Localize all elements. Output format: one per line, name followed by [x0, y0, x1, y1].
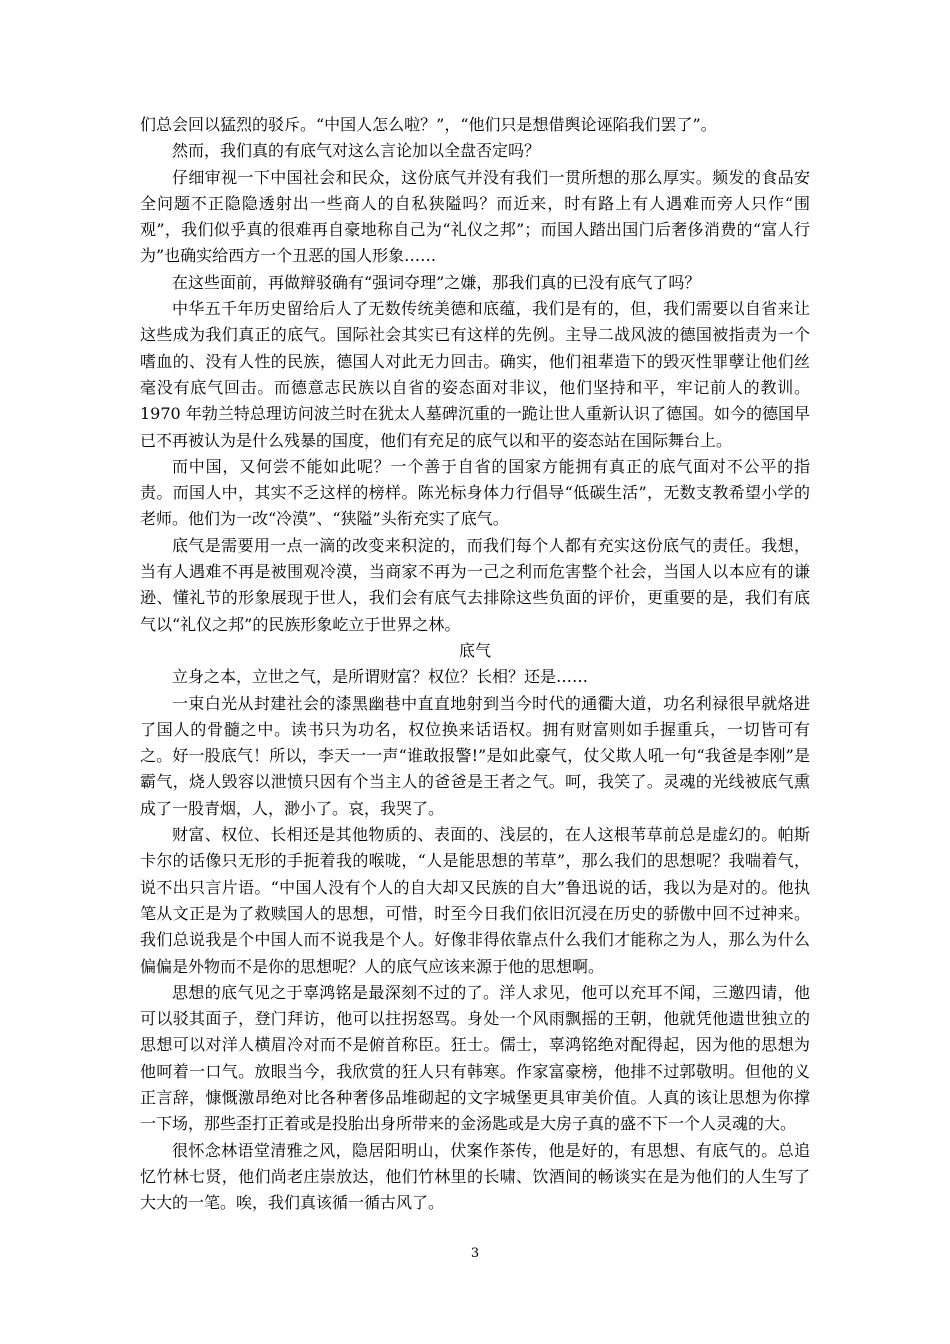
paragraph: 底气是需要用一点一滴的改变来积淀的，而我们每个人都有充实这份底气的责任。我想，当有人遇难不再是被围观冷漠，当商家不再为一己之利而危害整个社会，当国人以本应有的谦逊、懂礼节的形象展现于世人，我们会有底气去排除这些负面的评价，更重要的是，我们有底气以“礼仪之邦”的民族形象屹立于世界之林。 [140, 535, 810, 634]
paragraph: 仔细审视一下中国社会和民众，这份底气并没有我们一贯所想的那么厚实。频发的食品安全问题不正隐隐透射出一些商人的自私狭隘吗？而近来，时有路上有人遇难而旁人只作“围观”，我们似乎真的很难再自豪地称自己为“礼仪之邦”；而国人踏出国门后奢侈消费的“富人行为”也确实给西方一个丑恶的国人形象…… [140, 167, 810, 266]
page-number: 3 [470, 1246, 480, 1261]
paragraph: 而中国，又何尝不能如此呢？一个善于自省的国家方能拥有真正的底气面对不公平的指责。而国人中，其实不乏这样的榜样。陈光标身体力行倡导“低碳生活”，无数支教希望小学的老师。他们为一改“冷漠”、“狭隘”头衔充实了底气。 [140, 456, 810, 529]
paragraph: 思想的底气见之于辜鸿铭是最深刻不过的了。洋人求见，他可以充耳不闻，三邀四请，他可以驳其面子，登门拜访，他可以拄拐怒骂。身处一个风雨飘摇的王朝，他就凭他遗世独立的思想可以对洋人横眉冷对而不是俯首称臣。狂士。儒士，辜鸿铭绝对配得起，因为他的思想为他呵着一口气。放眼当今，我欣赏的狂人只有韩寒。作家富豪榜，他排不过郭敬明。但他的义正言辞，慷慨激昂绝对比各种奢侈品堆砌起的文字城堡更具审美价值。人真的该让思想为你撑一下场，那些歪打正着或是投胎出身所带来的金汤匙或是大房子真的盛不下一个人灵魂的大。 [140, 982, 810, 1134]
paragraph: 一束白光从封建社会的漆黑幽巷中直直地射到当今时代的通衢大道，功名利禄很早就烙进了国人的骨髓之中。读书只为功名，权位换来话语权。拥有财富则如手握重兵，一切皆可有之。好一股底气！所以，李天一一声“谁敢报警!”是如此豪气，仗父欺人吼一句“我爸是李刚”是霸气，烧人毁容以泄愤只因有个当主人的爸爸是王者之气。呵，我笑了。灵魂的光线被底气熏成了一股青烟，人，渺小了。哀，我哭了。 [140, 693, 810, 818]
paragraph: 中华五千年历史留给后人了无数传统美德和底蕴，我们是有的，但，我们需要以自省来让这些成为我们真正的底气。国际社会其实已有这样的先例。主导二战风波的德国被指责为一个嗜血的、没有人性的民族，德国人对此无力回击。确实，他们祖辈造下的毁灭性罪孽让他们丝毫没有底气回击。而德意志民族以自省的姿态面对非议，他们坚持和平，牢记前人的教训。1970 年勃兰特总理访问波兰时在犹太人墓碑沉重的一跪让世人重新认识了德国。如今的德国早已不再被认为是什么残暴的国度，他们有充足的底气以和平的姿态站在国际舞台上。 [140, 299, 810, 450]
paragraph: 很怀念林语堂清雅之风，隐居阳明山，伏案作茶传，他是好的，有思想、有底气的。总追忆竹林七贤，他们尚老庄崇放达，他们竹林里的长啸、饮酒间的畅谈实在是为他们的人生写了大大的一笔。唉，我们真该循一循古风了。 [140, 1140, 810, 1213]
paragraph: 然而，我们真的有底气对这么言论加以全盘否定吗？ [172, 141, 541, 161]
essay-title: 底气 [458, 640, 491, 660]
paragraph: 在这些面前，再做辩驳确有“强词夺理”之嫌，那我们真的已没有底气了吗？ [172, 272, 701, 292]
paragraph: 财富、权位、长相还是其他物质的、表面的、浅层的，在人这根苇草前总是虚幻的。帕斯卡尔的话像只无形的手扼着我的喉咙，“人是能思想的苇草”，那么我们的思想呢？我喘着气，说不出只言片语。“中国人没有个人的自大却又民族的自大”鲁迅说的话，我以为是对的。他执笔从文正是为了救赎国人的思想，可惜，时至今日我们依旧沉浸在历史的骄傲中回不过神来。我们总说我是个中国人而不说我是个人。好像非得依靠点什么我们才能称之为人，那么为什么偏偏是外物而不是你的思想呢？人的底气应该来源于他的思想啊。 [140, 825, 810, 976]
paragraph: 立身之本，立世之气，是所谓财富？权位？长相？还是…… [172, 667, 589, 687]
document-body [140, 112, 810, 1216]
paragraph-continued: 们总会回以猛烈的驳斥。“中国人怎么啦？”，“他们只是想借舆论诬陷我们罢了”。 [140, 115, 717, 134]
